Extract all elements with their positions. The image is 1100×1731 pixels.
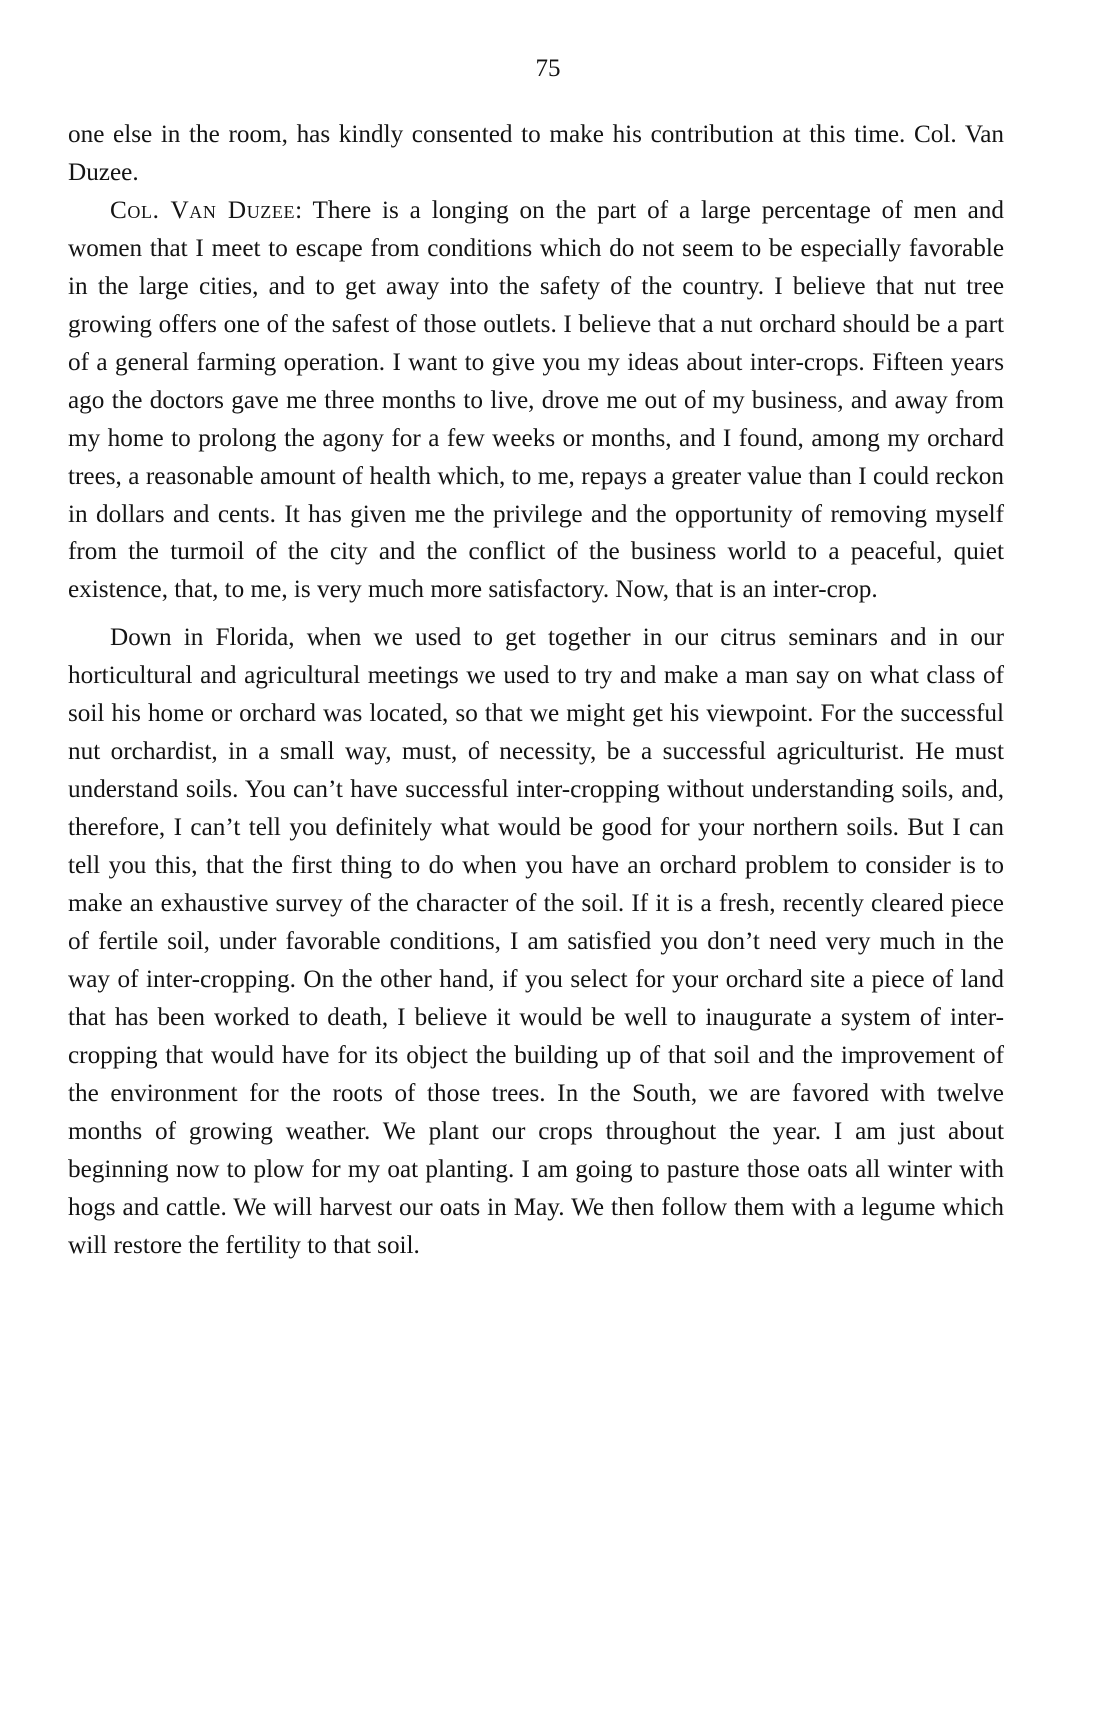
- paragraph-speaker-remarks: [68, 192, 1004, 609]
- paragraph-florida: Down in Florida, when we used to get together in our citrus seminars and in our horticultural and agricultural meetings we used to try and make a man say on what class of soil his home or orchard was located, so that we might get his viewpoint. For the successful nut orchardist, in a small way, must, of necessity, be a successful agriculturist. He must understand soils. You can’t have successful inter-cropping without understanding soils, and, therefore, I can’t tell you definitely what would be good for your northern soils. But I can tell you this, that the first thing to do when you have an orchard problem to consider is to make an exhaustive survey of the character of the soil. If it is a fresh, recently cleared piece of fertile soil, under favorable conditions, I am satisfied you don’t need very much in the way of inter-cropping. On the other hand, if you select for your orchard site a piece of land that has been worked to death, I believe it would be well to inaugurate a system of inter-cropping that would have for its object the building up of that soil and the improvement of the environment for the roots of those trees. In the South, we are favored with twelve months of growing weather. We plant our crops throughout the year. I am just about beginning now to plow for my oat planting. I am going to pasture those oats all winter with hogs and cattle. We will harvest our oats in May. We then follow them with a legume which will restore the fertility to that soil.: [68, 624, 1004, 1259]
- paragraph-continuation: one else in the room, has kindly consented to make his contribution at this time. Col. Van Duzee.: [68, 121, 1004, 186]
- speaker-colon: :: [295, 196, 313, 224]
- paragraph-gap: [68, 609, 1004, 619]
- page-number: 75: [535, 55, 561, 82]
- speaker-name: Col. Van Duzee: [110, 196, 296, 224]
- speaker-text: There is a longing on the part of a large percentage of men and women that I meet to escape from conditions which do not seem to be especially favorable in the large cities, and to get away into the safety of the country. I believe that nut tree growing offers one of the safest of those outlets. I believe that a nut orchard should be a part of a general farming operation. I want to give you my ideas about inter-crops. Fifteen years ago the doctors gave me three months to live, drove me out of my business, and away from my home to prolong the agony for a few weeks or months, and I found, among my orchard trees, a reasonable amount of health which, to me, repays a greater value than I could reckon in dollars and cents. It has given me the privilege and the opportunity of removing myself from the turmoil of the city and the conflict of the business world to a peaceful, quiet existence, that, to me, is very much more satisfactory. Now, that is an inter-crop.: [68, 196, 1004, 604]
